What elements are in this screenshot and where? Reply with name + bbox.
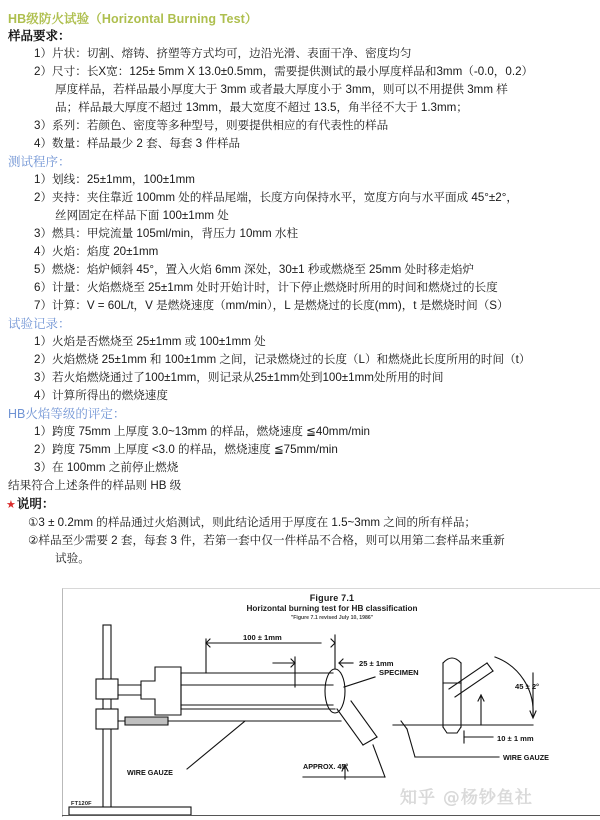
figure-label-dim-25: 25 ± 1mm (359, 659, 394, 668)
body-line: 4）火焰：焰度 20±1mm (34, 245, 159, 258)
section-heading-test-record: 试验记录： (8, 317, 71, 331)
note-heading-row (0, 495, 600, 514)
figure-label-wire-gauze-left: WIRE GAUZE (127, 768, 173, 777)
body-line: 3）若火焰燃烧通过了100±1mm，则记录从25±1mm处到100±1mm处所用的时间 (34, 371, 444, 384)
note-heading-label: 说明： (16, 497, 55, 511)
figure-equipment-code: FT120F (71, 801, 92, 807)
figure-label-wire-gauze-right: WIRE GAUZE (503, 753, 549, 762)
conclusion-line: 结果符合上述条件的样品则 HB 级 (8, 479, 182, 492)
figure-caption-number: Figure 7.1 (309, 593, 355, 603)
body-line: 3）燃具：甲烷流量 105ml/min，背压力 10mm 水柱 (34, 227, 299, 240)
body-line: 4）计算所得出的燃烧速度 (34, 389, 168, 402)
star-icon: ★ (6, 499, 16, 511)
figure-caption-title: Horizontal burning test for HB classification (246, 604, 418, 613)
figure-label-dim-100: 100 ± 1mm (243, 633, 282, 642)
body-line: 丝网固定在样品下面 100±1mm 处 (55, 209, 229, 222)
body-line: 2）跨度 75mm 上厚度 <3.0 的样品，燃烧速度 ≦75mm/min (34, 443, 338, 456)
body-line: 2）火焰燃烧 25±1mm 和 100±1mm 之间，记录燃烧过的长度（L）和燃烧此长度所用的时间（t） (34, 353, 531, 366)
body-line: 6）计量：火焰燃烧至 25±1mm 处时开始计时，计下停止燃烧时所用的时间和燃烧过的长度 (34, 281, 498, 294)
body-line: 1）片状：切割、熔铸、挤塑等方式均可，边沿光滑、表面干净、密度均匀 (34, 47, 412, 60)
body-line: 3）系列：若颜色、密度等多种型号，则要提供相应的有代表性的样品 (34, 119, 389, 132)
section-heading-hb-rating: HB火焰等级的评定： (8, 407, 126, 421)
figure-caption-revision: "Figure 7.1 revised July 10, 1986" (290, 615, 374, 621)
body-line: 1）火焰是否燃烧至 25±1mm 或 100±1mm 处 (34, 335, 266, 348)
figure-label-specimen: SPECIMEN (379, 668, 419, 677)
figure-label-angle-45: 45 ± 2° (515, 682, 540, 691)
body-line: 厚度样品，若样品最小厚度大于 3mm 或者最大厚度小于 3mm，则可以不用提供 3mm 样 (55, 83, 508, 96)
watermark: 知乎 @杨钞鱼社 (400, 788, 533, 808)
body-line: 2）尺寸：长X宽：125± 5mm X 13.0±0.5mm，需要提供测试的最小厚度样品和3mm（-0.0，0.2） (34, 65, 534, 78)
body-line: 2）夹持：夹住靠近 100mm 处的样品尾端，长度方向保持水平，宽度方向与水平面成 45°±2°， (34, 191, 518, 204)
body-line: 1）划线：25±1mm，100±1mm (34, 173, 195, 186)
page-title: HB级防火试验（Horizontal Burning Test） (8, 12, 258, 26)
section-heading-test-procedure: 测试程序： (8, 155, 71, 169)
note-line: 试验。 (55, 552, 90, 565)
bottom-divider (62, 815, 600, 816)
body-line: 1）跨度 75mm 上厚度 3.0~13mm 的样品，燃烧速度 ≦40mm/min (34, 425, 371, 438)
body-line: 4）数量：样品最少 2 套、每套 3 件样品 (34, 137, 241, 150)
body-line: 品；样品最大厚度不超过 13mm，最大宽度不超过 13.5，角半径不大于 1.3mm； (55, 101, 468, 114)
note-line: ①3 ± 0.2mm 的样品通过火焰测试，则此结论适用于厚度在 1.5~3mm 之间的所有样品； (28, 516, 477, 529)
body-line: 5）燃烧：焰炉倾斜 45°，置入火焰 6mm 深处，30±1 秒或燃烧至 25mm 处时移走焰炉 (34, 263, 475, 276)
section-heading-sample-requirements: 样品要求： (8, 29, 71, 43)
figure-label-approx-45: APPROX. 45° (303, 762, 349, 771)
figure-label-dim-10: 10 ± 1 mm (497, 734, 534, 743)
body-line: 3）在 100mm 之前停止燃烧 (34, 461, 179, 474)
body-line: 7）计算：V = 60L/t，V 是燃烧速度（mm/min），L 是燃烧过的长度(mm)，t 是燃烧时间（S） (34, 299, 509, 312)
note-line: ②样品至少需要 2 套，每套 3 件，若第一套中仅一件样品不合格，则可以用第二套样品来重新 (28, 534, 505, 547)
